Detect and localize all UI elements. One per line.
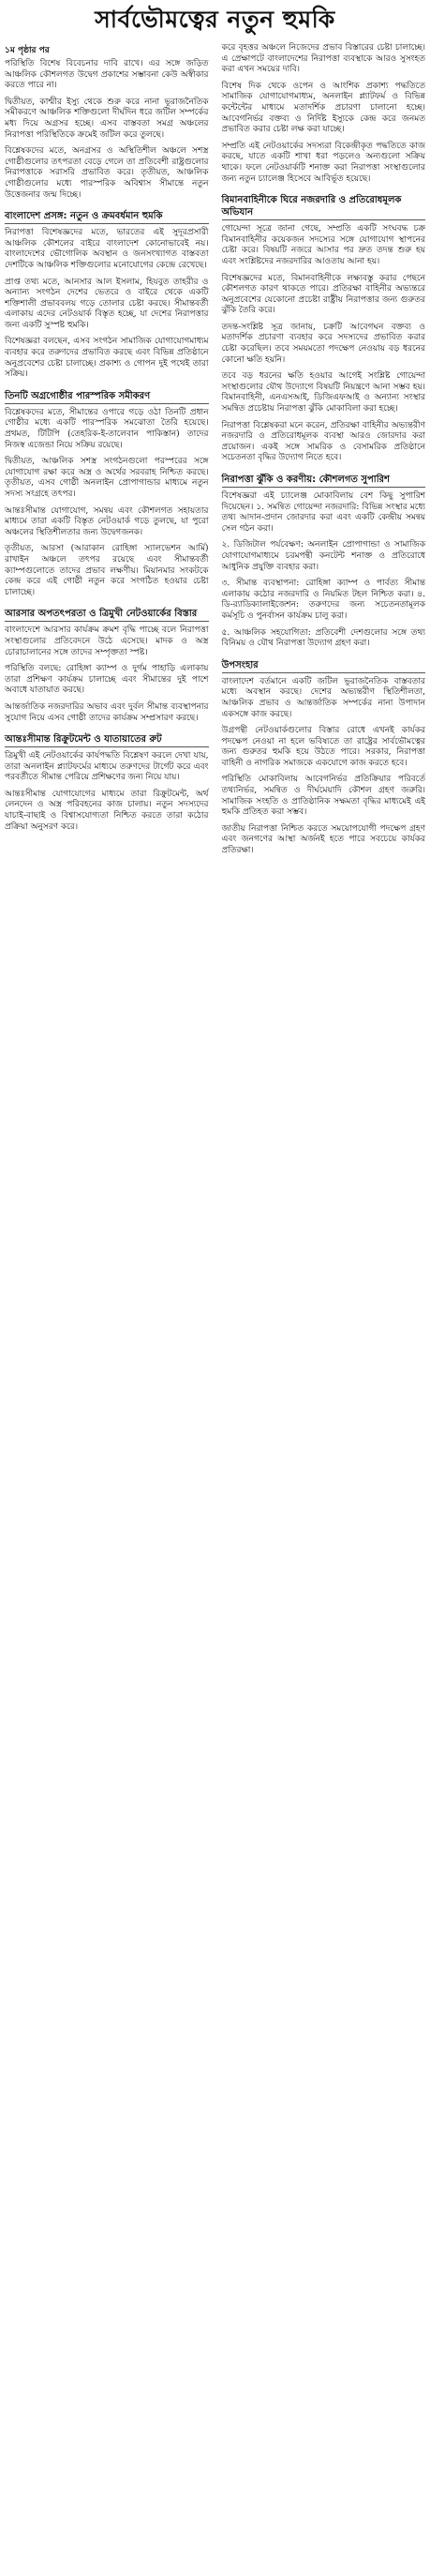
paragraph: দ্বিতীয়ত, আঞ্চলিক সশস্ত্র সংগঠনগুলো পরস্পরের সঙ্গে যোগাযোগ রক্ষা করে অস্ত্র ও অর্থের সরবরাহ নিশ্চিত করছে। তৃতীয়ত, এসব গোষ্ঠী অনলাইন প্রোপাগান্ডার মাধ্যমে নতুন সদস্য সংগ্রহে তৎপর। <box>5 457 209 499</box>
section-heading: তিনটি অগ্রগোষ্ঠীর পারস্পরিক সমীকরণ <box>5 390 209 404</box>
paragraph: করে বৃহত্তর অঞ্চলে নিজেদের প্রভাব বিস্তারের চেষ্টা চালাচ্ছে। এ প্রেক্ষাপটে বাংলাদেশের নিরাপত্তা ব্যবস্থাকে আরও সুসংহত করা এখন সময়ের দাবি। <box>221 43 425 75</box>
paragraph: আন্তঃসীমান্ত যোগাযোগের মাধ্যমে তারা রিক্রুটমেন্ট, অর্থ লেনদেন ও অস্ত্র পরিবহনের কাজ চালায়। নতুন সদস্যদের যাচাই-বাছাই ও বিশ্বাসযোগ্যতা নিশ্চিত করতে তারা কঠোর প্রক্রিয়া অনুসরণ করে। <box>5 789 209 832</box>
paragraph: বিশ্লেষকদের মতে, সীমান্তের ওপারে গড়ে ওঠা তিনটি প্রধান গোষ্ঠীর মধ্যে একটি পারস্পরিক সমঝোতা তৈরি হয়েছে। প্রথমত, টিটিপি (তেহরিক-ই-তালেবান পাকিস্তান) তাদের নিজস্ব এজেন্ডা নিয়ে সক্রিয় রয়েছে। <box>5 407 209 450</box>
section-heading: উপসংহার <box>222 659 426 673</box>
headline: সার্বভৌমত্বের নতুন হুমকি <box>95 6 335 33</box>
section-heading: বিমানবাহিনীকে ঘিরে নজরদারি ও প্রতিরোধমূলক অভিযান <box>222 194 426 220</box>
paragraph: দ্বিতীয়ত, কাশ্মীর ইস্যু থেকে শুরু করে নানা ভূরাজনৈতিক সমীকরণে আঞ্চলিক শক্তিগুলো দীর্ঘদিন ধরে জটিল সম্পর্কের মধ্য দিয়ে অগ্রসর হচ্ছে। এসব বাস্তবতা সমগ্র অঞ্চলের নিরাপত্তা পরিস্থিতিকে ক্রমেই জটিল করে তুলছে। <box>5 97 209 140</box>
paragraph: বিশ্লেষকদের মতে, অনগ্রসর ও অস্থিতিশীল অঞ্চলে সশস্ত্র গোষ্ঠীগুলোর তৎপরতা বেড়ে গেলে তা প্রতিবেশী রাষ্ট্রগুলোর নিরাপত্তাকে সরাসরি প্রভাবিত করে। তৃতীয়ত, আঞ্চলিক গোষ্ঠীগুলোর মধ্যে পারস্পরিক অবিশ্বাস সীমান্তে নতুন উত্তেজনার জন্ম দিচ্ছে। <box>5 146 209 200</box>
paragraph: প্রাপ্ত তথ্য মতে, আনসার আল ইসলাম, হিযবুত তাহরীর ও অন্যান্য সংগঠন দেশের ভেতরে ও বাইরে থেকে একটি শক্তিশালী প্রভাববলয় গড়ে তোলার চেষ্টা করছে। সীমান্তবর্তী এলাকায় এদের নেটওয়ার্ক বিস্তৃত হচ্ছে, যা দেশের নিরাপত্তার জন্য একটি সুস্পষ্ট হুমকি। <box>5 277 209 330</box>
paragraph: তদন্ত-সংশ্লিষ্ট সূত্র জানায়, চক্রটি আবেগঘন বক্তব্য ও মতাদর্শিক প্রচারণা ব্যবহার করে সদস্যদের প্রভাবিত করার চেষ্টা করেছিল। তবে সময়মতো পদক্ষেপ নেওয়ায় বড় ধরনের কোনো ক্ষতি হয়নি। <box>221 322 425 365</box>
paragraph: তৃতীয়ত, আরসা (আরাকান রোহিঙ্গা স্যালভেশন আর্মি) রাখাইন অঞ্চলে তৎপর রয়েছে এবং সীমান্তবর্তী ক্যাম্পগুলোতে তাদের প্রভাব লক্ষণীয়। মিয়ানমার সংকটকে কেন্দ্র করে এই গোষ্ঠী নতুন করে সংগঠিত হওয়ার চেষ্টা চালাচ্ছে। <box>5 544 209 597</box>
paragraph: বাংলাদেশে আরসার কার্যক্রম ক্রমশ বৃদ্ধি পাচ্ছে বলে নিরাপত্তা সংস্থাগুলোর প্রতিবেদনে উঠে এসেছে। মাদক ও অস্ত্র চোরাচালানের সঙ্গে তাদের সম্পৃক্ততা স্পষ্ট। <box>5 625 209 657</box>
paragraph: নিরাপত্তা বিশেষজ্ঞদের মতে, ভারতের এই সুদূরপ্রসারী আঞ্চলিক কৌশলের বাইরে বাংলাদেশ কোনোভাবেই নয়। বাংলাদেশের ভৌগোলিক অবস্থান ও জনসংখ্যাগত বাস্তবতা দেশটিকে আঞ্চলিক শক্তিগুলোর মনোযোগের কেন্দ্রে রেখেছে। <box>5 228 209 270</box>
left-column <box>5 43 209 863</box>
paragraph: জাতীয় নিরাপত্তা নিশ্চিত করতে সময়োপযোগী পদক্ষেপ গ্রহণ এবং জনগণের আস্থা অর্জনই হতে পারে সবচেয়ে কার্যকর প্রতিরক্ষা। <box>221 823 425 856</box>
paragraph: বিশেষ দিক থেকে ওপেন ও আংশিক প্রকাশ্য পদ্ধতিতে সামাজিক যোগাযোগমাধ্যম, অনলাইন প্ল্যাটফর্ম ও বিভিন্ন কন্টেন্টের মাধ্যমে মতাদর্শিক প্রচারণা চালানো হচ্ছে। আবেগনির্ভর বক্তব্য ও নির্দিষ্ট ইস্যুকে কেন্দ্র করে জনমত প্রভাবিত করার চেষ্টা লক্ষ করা যাচ্ছে। <box>221 81 425 135</box>
paragraph: সম্প্রতি এই নেটওয়ার্কের সদস্যরা বিকেন্দ্রীকৃত পদ্ধতিতে কাজ করছে, যাতে একটি শাখা ধরা পড়লেও অন্যগুলো সক্রিয় থাকে। ফলে নেটওয়ার্কটি শনাক্ত করা নিরাপত্তা সংস্থাগুলোর জন্য নতুন চ্যালেঞ্জ হিসেবে আবির্ভূত হয়েছে। <box>221 141 425 184</box>
paragraph: বাংলাদেশ বর্তমানে একটি জটিল ভূরাজনৈতিক বাস্তবতার মধ্যে অবস্থান করছে। দেশের অভ্যন্তরীণ স্থিতিশীলতা, আঞ্চলিক প্রভাব ও আন্তর্জাতিক সম্পর্কের নানা উপাদান একসঙ্গে কাজ করছে। <box>221 676 425 719</box>
section-heading: আন্তঃসীমান্ত রিক্রুটমেন্ট ও যাতায়াতের রুট <box>5 733 209 747</box>
paragraph: বিশেষজ্ঞরা এই চ্যালেঞ্জ মোকাবিলায় বেশ কিছু সুপারিশ দিয়েছেন। ১. সমন্বিত গোয়েন্দা নজরদারি: বিভিন্ন সংস্থার মধ্যে তথ্য আদান-প্রদান জোরদার করা এবং একটি কেন্দ্রীয় সমন্বয় সেল গঠন করা। <box>221 491 425 534</box>
paragraph: উগ্রপন্থী নেটওয়ার্কগুলোর বিস্তার রোধে এখনই কার্যকর পদক্ষেপ নেওয়া না হলে ভবিষ্যতে তা রাষ্ট্রের সার্বভৌমত্বের জন্য গুরুতর হুমকি হয়ে উঠতে পারে। সরকার, নিরাপত্তা বাহিনী ও নাগরিক সমাজকে একযোগে কাজ করতে হবে। <box>221 726 425 768</box>
continued-from-label: ১ম পৃষ্ঠার পর <box>5 46 50 55</box>
paragraph: বিশেষজ্ঞদের মতে, বিমানবাহিনীকে লক্ষ্যবস্তু করার পেছনে কৌশলগত কারণ থাকতে পারে। প্রতিরক্ষা বাহিনীর অভ্যন্তরে অনুপ্রবেশের যেকোনো প্রচেষ্টা রাষ্ট্রীয় নিরাপত্তার জন্য গুরুতর ঝুঁকি তৈরি করে। <box>221 273 425 316</box>
article-columns <box>5 43 425 863</box>
paragraph: পরিস্থিতি মোকাবিলায় আবেগনির্ভর প্রতিক্রিয়ার পরিবর্তে তথ্যনির্ভর, সমন্বিত ও দীর্ঘমেয়াদি কৌশল গ্রহণ জরুরি। সামাজিক সংহতি ও প্রাতিষ্ঠানিক সক্ষমতা বৃদ্ধির মাধ্যমেই এই হুমকি প্রতিহত করা সম্ভব। <box>221 775 425 818</box>
section-heading: বাংলাদেশ প্রসঙ্গ: নতুন ও ক্রমবর্ধমান হুমকি <box>5 210 209 224</box>
paragraph: বিশেষজ্ঞরা বলছেন, এসব সংগঠন সামাজিক যোগাযোগমাধ্যম ব্যবহার করে তরুণদের প্রভাবিত করছে এবং বিভিন্ন প্রতিষ্ঠানে অনুপ্রবেশের চেষ্টা চালাচ্ছে। প্রকাশ্য ও গোপন দুই পথেই তারা সক্রিয়। <box>5 337 209 380</box>
paragraph: ত্রিমুখী এই নেটওয়ার্কের কার্যপদ্ধতি বিশ্লেষণ করলে দেখা যায়, তারা অনলাইন প্ল্যাটফর্মের মাধ্যমে তরুণদের টার্গেট করে এবং পরবর্তীতে সীমান্ত পেরিয়ে প্রশিক্ষণের জন্য নিয়ে যায়। <box>5 751 209 783</box>
paragraph: গোয়েন্দা সূত্রে জানা গেছে, সম্প্রতি একটি সংঘবদ্ধ চক্র বিমানবাহিনীর কয়েকজন সদস্যের সঙ্গে যোগাযোগ স্থাপনের চেষ্টা করে। বিষয়টি নজরে আসার পর দ্রুত তদন্ত শুরু হয় এবং সংশ্লিষ্টদের নজরদারির আওতায় আনা হয়। <box>221 224 425 266</box>
paragraph: ২. ডিজিটাল পর্যবেক্ষণ: অনলাইন প্রোপাগান্ডা ও সামাজিক যোগাযোগমাধ্যমে চরমপন্থী কনটেন্ট শনাক্ত ও প্রতিরোধে আধুনিক প্রযুক্তি ব্যবহার করা। <box>221 540 425 572</box>
paragraph: পরিস্থিতি বিশেষ বিবেচনার দাবি রাখে। এর সঙ্গে জড়িত আঞ্চলিক কৌশলগত উদ্বেগ প্রকাশের সম্ভাবনা কেউ অস্বীকার করতে পারে না। <box>5 59 209 91</box>
right-column <box>222 43 426 863</box>
paragraph: ৫. আঞ্চলিক সহযোগিতা: প্রতিবেশী দেশগুলোর সঙ্গে তথ্য বিনিময় ও যৌথ নিরাপত্তা উদ্যোগ গ্রহণ করা। <box>221 627 425 649</box>
paragraph: তবে বড় ধরনের ক্ষতি হওয়ার আগেই সংশ্লিষ্ট গোয়েন্দা সংস্থাগুলোর যৌথ উদ্যোগে বিষয়টি নিয়ন্ত্রণে আনা সম্ভব হয়। বিমানবাহিনী, এনএসআই, ডিজিএফআই ও অন্যান্য সংস্থার সমন্বিত প্রচেষ্টায় নিরাপত্তা ঝুঁকি মোকাবিলা করা হচ্ছে। <box>221 371 425 414</box>
paragraph: আন্তর্জাতিক নজরদারির অভাব এবং দুর্বল সীমান্ত ব্যবস্থাপনার সুযোগ নিয়ে এসব গোষ্ঠী তাদের কার্যক্রম সম্প্রসারণ করছে। <box>5 701 209 723</box>
paragraph: পরিস্থিতি বলছে: রোহিঙ্গা ক্যাম্প ও দুর্গম পাহাড়ি এলাকায় তারা প্রশিক্ষণ কার্যক্রম চালাচ্ছে এবং সীমান্তের দুই পাশে অবাধে যাতায়াত করছে। <box>5 664 209 696</box>
paragraph: নিরাপত্তা বিশ্লেষকরা মনে করেন, প্রতিরক্ষা বাহিনীর অভ্যন্তরীণ নজরদারি ও প্রতিরোধমূলক ব্যবস্থা আরও জোরদার করা প্রয়োজন। একই সঙ্গে সামরিক ও বেসামরিক প্রতিষ্ঠানে সচেতনতা বৃদ্ধির উদ্যোগ নিতে হবে। <box>221 420 425 463</box>
section-heading: আরসার অপতৎপরতা ও ত্রিমুখী নেটওয়ার্কের বিস্তার <box>5 608 209 622</box>
section-heading: নিরাপত্তা ঝুঁকি ও করণীয়: কৌশলগত সুপারিশ <box>222 474 426 488</box>
paragraph: ৩. সীমান্ত ব্যবস্থাপনা: রোহিঙ্গা ক্যাম্প ও পার্বত্য সীমান্ত এলাকায় কঠোর নজরদারি ও নিয়মিত টহল নিশ্চিত করা। ৪. ডি-র‍্যাডিক্যালাইজেশন: তরুণদের জন্য সচেতনতামূলক কর্মসূচি ও পুনর্বাসন কার্যক্রম চালু করা। <box>221 579 425 621</box>
paragraph: আন্তঃসীমান্ত যোগাযোগ, সমন্বয় এবং কৌশলগত সহায়তার মাধ্যমে তারা একটি বিস্তৃত নেটওয়ার্ক গড়ে তুলছে, যা পুরো অঞ্চলের স্থিতিশীলতার জন্য উদ্বেগজনক। <box>5 505 209 537</box>
